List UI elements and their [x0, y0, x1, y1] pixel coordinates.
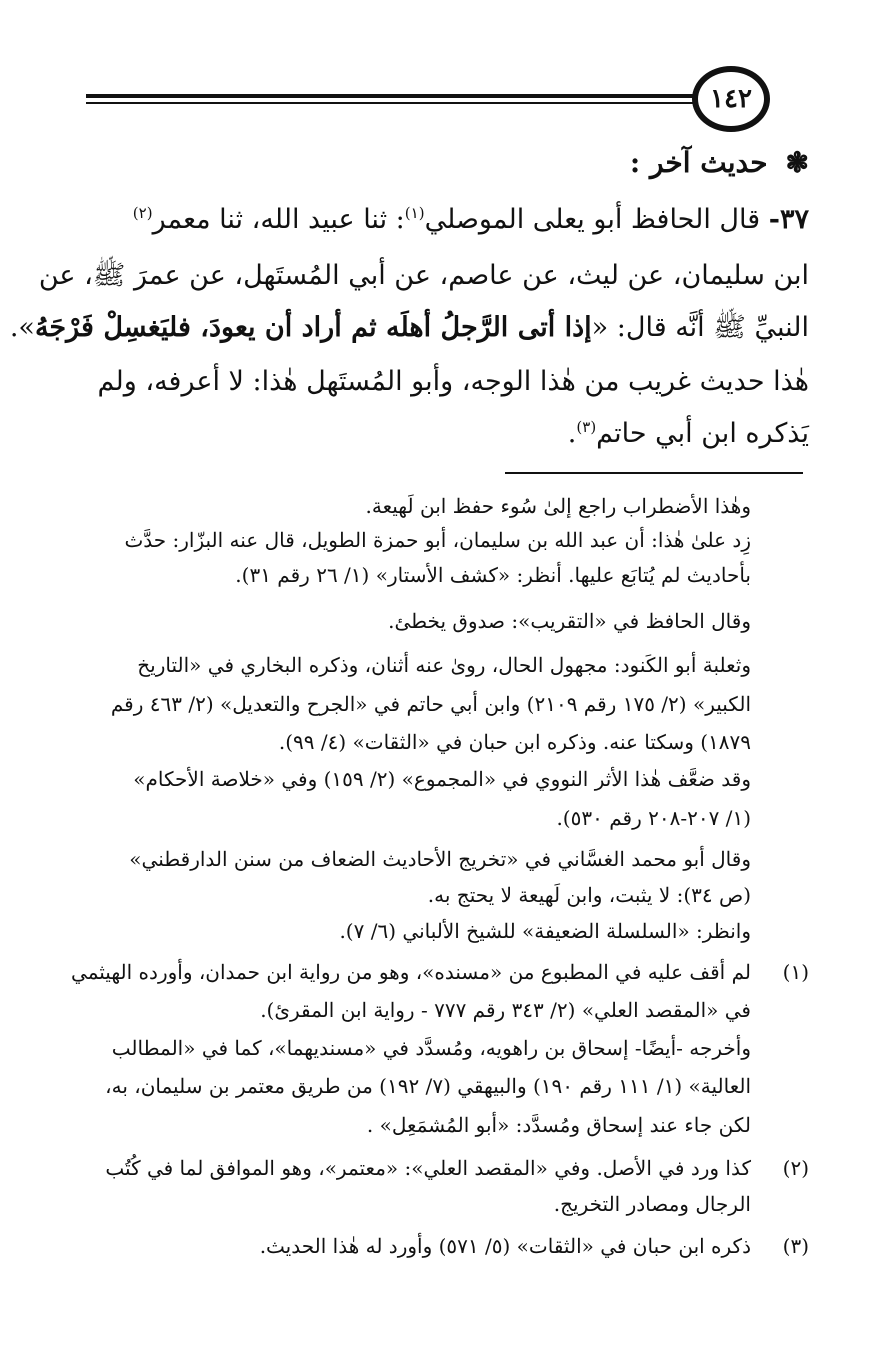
footnote-marker-1: (١) — [782, 960, 809, 984]
footnote-separator — [505, 472, 803, 474]
footnote-continued-line: ١٨٧٩) وسكتا عنه. وذكره ابن حبان في «الثقات» (٤/ ٩٩). — [278, 730, 751, 754]
hadith-line-1: ٣٧- قال الحافظ أبو يعلى الموصلي$^{(١)}$: ثنا عبيد الله، ثنا معمر$^{(٢)}$ — [132, 204, 809, 235]
footnote-1-line: وأخرجه -أيضًا- إسحاق بن راهويه، ومُسدَّد في «مسنديهما»، كما في «المطالب — [111, 1036, 751, 1060]
hadith-number: ٣٧- — [768, 204, 809, 235]
footnote-marker-3: (٣) — [782, 1234, 809, 1258]
section-title: حديث آخر : — [629, 146, 768, 179]
footnote-ref-3[interactable]: (٣) — [576, 418, 597, 436]
header-rule-thick — [86, 94, 696, 98]
footnote-1-line: لم أقف عليه في المطبوع من «مسنده»، وهو من رواية ابن حمدان، وأورده الهيثمي — [71, 960, 751, 984]
footnote-1-line: العالية» (١/ ١١١ رقم ١٩٠) والبيهقي (٧/ ١٩٢) من طريق معتمر بن سليمان، به، — [105, 1074, 751, 1098]
footnote-continued-line: وهٰذا الأضطراب راجع إلىٰ سُوء حفظ ابن لَهيعة. — [365, 494, 751, 518]
footnote-continued-line: (١/ ٢٠٧-٢٠٨ رقم ٥٣٠). — [556, 806, 751, 830]
footnote-2-line: الرجال ومصادر التخريج. — [553, 1192, 751, 1216]
footnote-continued-line: الكبير» (٢/ ١٧٥ رقم ٢١٠٩) وابن أبي حاتم في «الجرح والتعديل» (٢/ ٤٦٣ رقم — [110, 692, 751, 716]
footnote-ref-1[interactable]: (١) — [404, 204, 425, 222]
footnote-2-line: كذا ورد في الأصل. وفي «المقصد العلي»: «معتمر»، وهو الموافق لما في كُتُب — [105, 1156, 751, 1180]
footnote-continued-line: (ص ٣٤): لا يثبت، وابن لَهيعة لا يحتج به. — [427, 883, 751, 907]
comment-line-2: يَذكره ابن أبي حاتم$^{(٣)}$. — [567, 418, 809, 449]
footnote-3-line: ذكره ابن حبان في «الثقات» (٥/ ٥٧١) وأورد له هٰذا الحديث. — [259, 1234, 751, 1258]
header-rule-thin — [86, 102, 696, 104]
footnote-continued-line: وقال الحافظ في «التقريب»: صدوق يخطئ. — [388, 609, 751, 633]
section-heading — [630, 146, 809, 179]
footnote-continued-line: وانظر: «السلسلة الضعيفة» للشيخ الألباني (٦/ ٧). — [339, 919, 751, 943]
footnote-continued-line: بأحاديث لم يُتابَع عليها. أنظر: «كشف الأستار» (١/ ٢٦ رقم ٣١). — [235, 563, 751, 587]
footnote-marker-2: (٢) — [782, 1156, 809, 1180]
star-ornament-icon: ❃ — [785, 146, 809, 179]
footnote-continued-line: وقال أبو محمد الغسَّاني في «تخريج الأحاديث الضعاف من سنن الدارقطني» — [129, 847, 751, 871]
footnote-continued-line: زِد علىٰ هٰذا: أن عبد الله بن سليمان، أبو حمزة الطويل، قال عنه البزّار: حدَّث — [124, 528, 751, 552]
comment-line-1: هٰذا حديث غريب من هٰذا الوجه، وأبو المُستَهل هٰذا: لا أعرفه، ولم — [97, 366, 809, 397]
hadith-line-2: ابن سليمان، عن ليث، عن عاصم، عن أبي المُستَهل، عن عمرَ ﷺ، عن — [38, 260, 809, 291]
hadith-matn: إذا أتى الرَّجلُ أهلَه ثم أراد أن يعودَ، فليَغسِلْ فَرْجَهُ — [34, 312, 592, 343]
footnote-continued-line: وقد ضعَّف هٰذا الأثر النووي في «المجموع» (٢/ ١٥٩) وفي «خلاصة الأحكام» — [133, 767, 751, 791]
footnote-ref-2[interactable]: (٢) — [132, 204, 153, 222]
page-number: ١٤٢ — [692, 66, 770, 132]
footnote-1-line: لكن جاء عند إسحاق ومُسدَّد: «أبو المُشمَعِل» . — [366, 1113, 751, 1137]
footnote-1-line: في «المقصد العلي» (٢/ ٣٤٣ رقم ٧٧٧ - رواية ابن المقرئ). — [260, 998, 751, 1022]
footnote-continued-line: وثعلبة أبو الكَنود: مجهول الحال، روىٰ عنه أثنان، وذكره البخاري في «التاريخ — [137, 653, 751, 677]
hadith-line-3: النبيِّ ﷺ أنَّه قال: «إذا أتى الرَّجلُ أهلَه ثم أراد أن يعودَ، فليَغسِلْ فَرْجَهُ». — [9, 312, 809, 343]
